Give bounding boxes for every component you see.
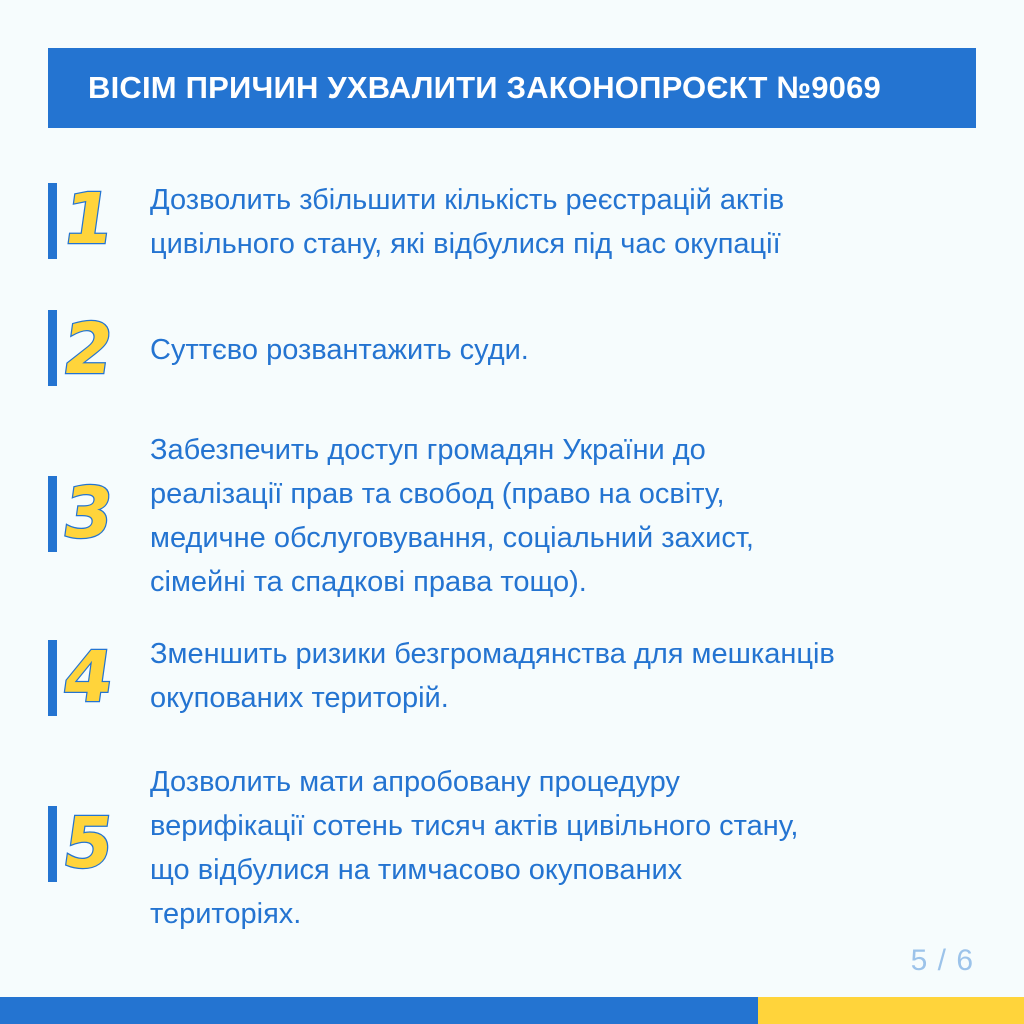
item-marker-bar — [48, 476, 57, 552]
item-text: Суттєво розвантажить суди. — [150, 334, 529, 366]
item-marker-bar — [48, 183, 57, 259]
item-number: 1 — [58, 178, 119, 260]
list-item-5 — [0, 760, 1024, 940]
list-item-1 — [0, 178, 1024, 268]
item-number: 4 — [58, 636, 119, 718]
item-text: Зменшить ризики безгромадянства для мешканців окупованих територій. — [150, 638, 835, 714]
item-marker-bar — [48, 310, 57, 386]
item-number: 2 — [58, 308, 119, 390]
page-indicator: 5 / 6 — [910, 944, 974, 977]
page-title: ВІСІМ ПРИЧИН УХВАЛИТИ ЗАКОНОПРОЄКТ №9069 — [88, 70, 881, 105]
list-item-4 — [0, 632, 1024, 722]
item-marker-bar — [48, 640, 57, 716]
list-item-3 — [0, 428, 1024, 608]
header-banner — [48, 48, 976, 128]
item-marker-bar — [48, 806, 57, 882]
footer-stripe-blue — [0, 997, 758, 1024]
item-number: 3 — [58, 472, 119, 554]
item-number: 5 — [58, 802, 119, 884]
item-text: Забезпечить доступ громадян України до реалізації прав та свобод (право на освіту, медичне обслуговування, соціальний захист, сімейні та спадкові права тощо). — [150, 434, 754, 598]
footer-stripe-yellow — [758, 997, 1024, 1024]
item-text: Дозволить мати апробовану процедуру верифікації сотень тисяч актів цивільного стану, що відбулися на тимчасово окупованих територіях. — [150, 766, 799, 930]
item-text: Дозволить збільшити кількість реєстрацій актів цивільного стану, які відбулися під час окупації — [150, 184, 785, 260]
list-item-2 — [0, 308, 1024, 388]
